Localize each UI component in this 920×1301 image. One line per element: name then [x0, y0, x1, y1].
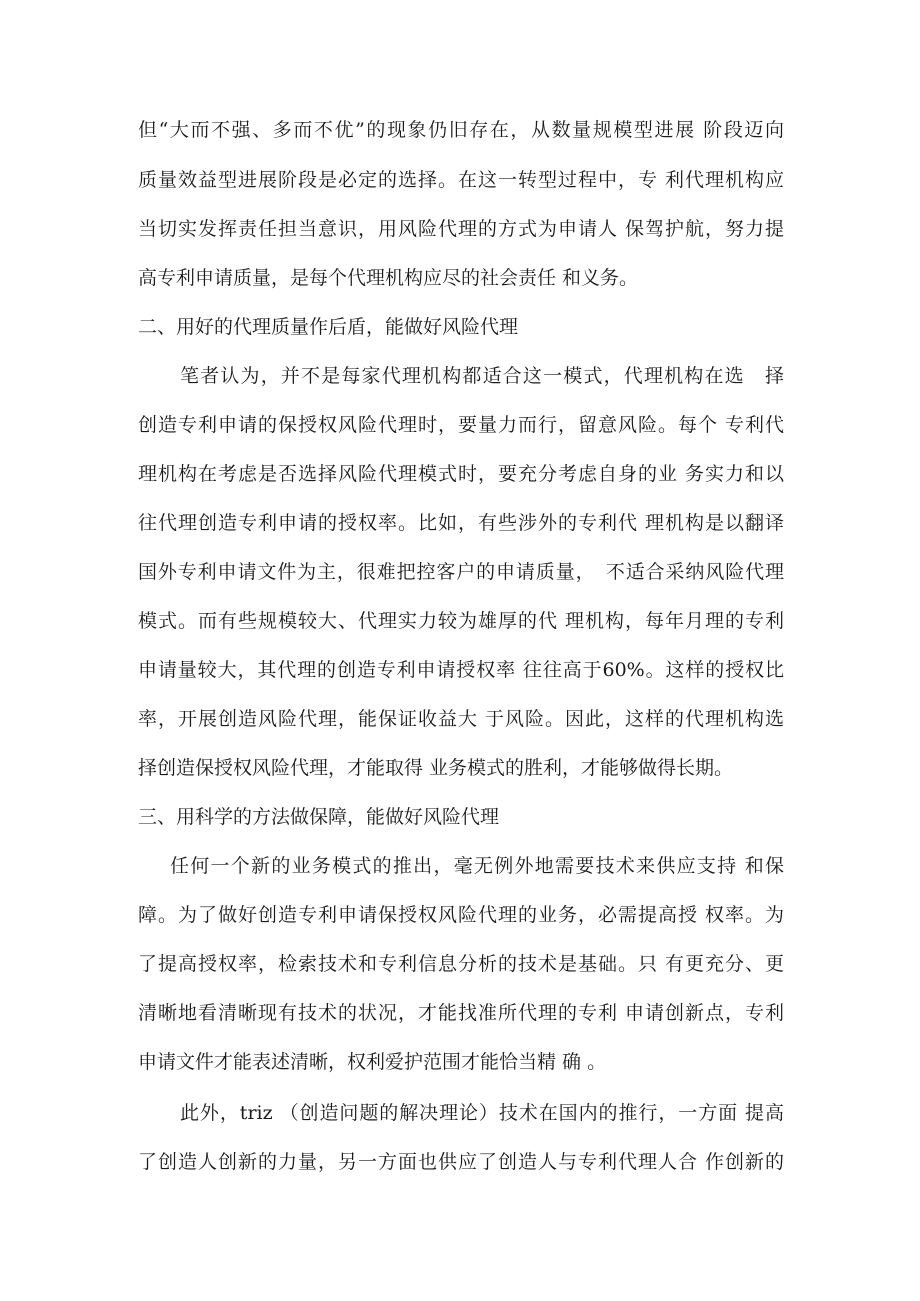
- body-text-line: 高专利申请质量，是每个代理机构应尽的社会责任 和义务。: [138, 267, 639, 289]
- body-text-line: 清晰地看清晰现有技术的状况，才能找准所代理的专利 申请创新点，专利: [138, 1002, 784, 1024]
- body-text-line: 当切实发挥责任担当意识，用风险代理的方式为申请人 保驾护航，努力提: [138, 218, 784, 240]
- body-text-line: 申请量较大，其代理的创造专利申请授权率 往往高于60%。这样的授权比: [138, 659, 784, 681]
- body-text-line: 此外，triz （创造问题的解决理论）技术在国内的推行，一方面 提高: [180, 1102, 784, 1124]
- body-text-line: 任何一个新的业务模式的推出，毫无例外地需要技术来供应支持 和保: [170, 855, 784, 877]
- body-text-line: 但“大而不强、多而不优”的现象仍旧存在，从数量规模型进展 阶段迈向: [138, 119, 784, 141]
- body-text-line: 障。为了做好创造专利申请保授权风险代理的业务，必需提高授 权率。为: [138, 904, 784, 926]
- body-text-line: 模式。而有些规模较大、代理实力较为雄厚的代 理机构，每年月理的专利: [138, 610, 784, 632]
- section-heading: 二、用好的代理质量作后盾，能做好风险代理: [138, 316, 519, 338]
- body-text-line: 国外专利申请文件为主，很难把控客户的申请质量， 不适合采纳风险代理: [138, 561, 784, 583]
- body-text-line: 申请文件才能表述清晰，权利爱护范围才能恰当精 确 。: [138, 1051, 607, 1073]
- body-text-line: 往代理创造专利申请的授权率。比如，有些涉外的专利代 理机构是以翻译: [138, 512, 784, 534]
- body-text-line: 创造专利申请的保授权风险代理时，要量力而行，留意风险。每个 专利代: [138, 414, 784, 436]
- body-text-line: 了提高授权率，检索技术和专利信息分析的技术是基础。只 有更充分、更: [138, 953, 784, 975]
- body-text-line: 率，开展创造风险代理，能保证收益大 于风险。因此，这样的代理机构选: [138, 708, 784, 730]
- body-text-line: 笔者认为，并不是每家代理机构都适合这一模式，代理机构在选 择: [180, 365, 784, 387]
- section-heading: 三、用科学的方法做保障，能做好风险代理: [138, 806, 500, 828]
- body-text-line: 理机构在考虑是否选择风险代理模式时，要充分考虑自身的业 务实力和以: [138, 463, 784, 485]
- body-text-line: 择创造保授权风险代理，才能取得 业务模式的胜利，才能够做得长期。: [138, 757, 734, 779]
- body-text-line: 质量效益型进展阶段是必定的选择。在这一转型过程中，专 利代理机构应: [138, 169, 784, 191]
- body-text-line: 了创造人创新的力量，另一方面也供应了创造人与专利代理人合 作创新的: [138, 1151, 784, 1173]
